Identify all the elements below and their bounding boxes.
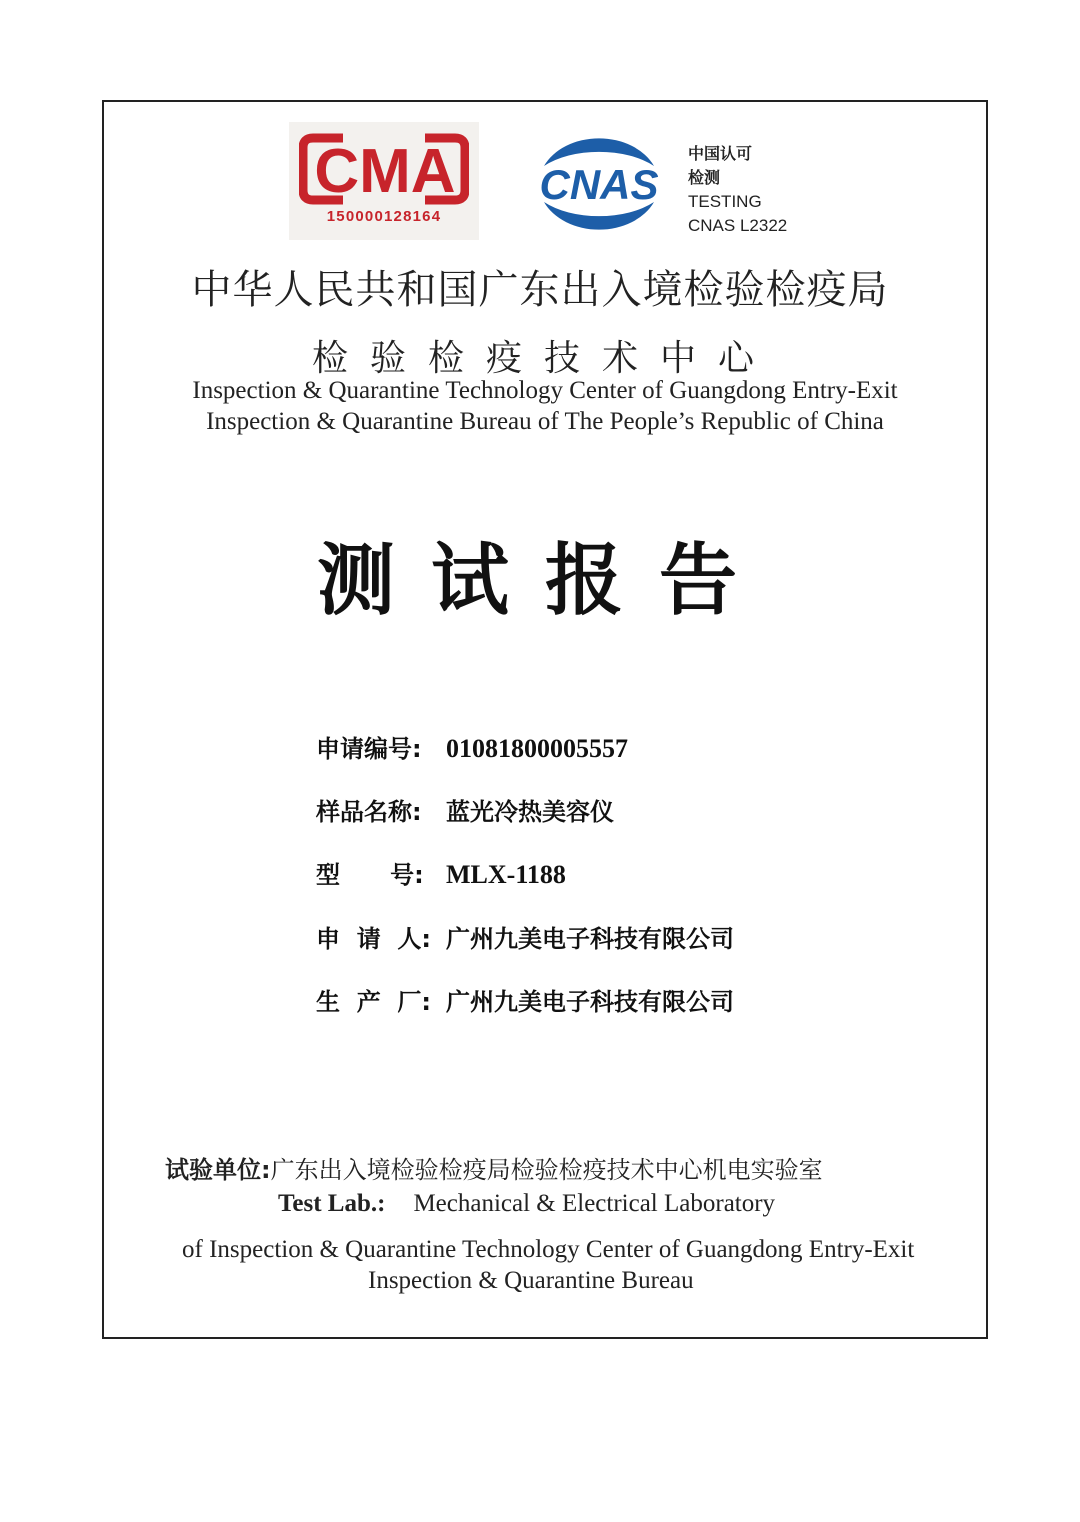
field-label: 申请编号: <box>316 735 422 763</box>
field-label: 申 请 人: <box>316 925 432 953</box>
org-name-en-line1: Inspection & Quarantine Technology Center of Guangdong Entry-Exit <box>192 377 898 404</box>
field-value: 01081800005557 <box>446 734 628 763</box>
cnas-line-3: TESTING <box>688 192 762 211</box>
field-application-no <box>316 729 628 769</box>
field-value: 蓝光冷热美容仪 <box>446 798 614 826</box>
test-lab-en-line2: of Inspection & Quarantine Technology Center of Guangdong Entry-Exit <box>182 1236 915 1263</box>
cnas-emblem-icon <box>528 132 670 236</box>
org-name-en-line2: Inspection & Quarantine Bureau of The People’s Republic of China <box>206 408 884 435</box>
test-lab-label-en: Test Lab.: <box>278 1190 386 1217</box>
cnas-line-2: 检测 <box>688 168 721 187</box>
test-lab-value-cn: 广东出入境检验检疫局检验检疫技术中心机电实验室 <box>270 1156 823 1184</box>
org-name-cn: 中华人民共和国广东出入境检验检疫局 <box>191 267 889 313</box>
field-label: 生 产 厂: <box>316 988 432 1016</box>
field-manufacturer <box>316 982 734 1022</box>
test-lab-cn <box>165 1150 823 1185</box>
cma-number: 150000128164 <box>326 208 442 225</box>
field-sample-name <box>316 792 614 832</box>
field-model <box>316 855 566 895</box>
cnas-line-4: CNAS L2322 <box>688 216 788 235</box>
test-lab-label-cn: 试验单位: <box>165 1156 271 1184</box>
cnas-accreditation-text <box>688 142 787 238</box>
cma-letters: CMA <box>314 137 456 206</box>
field-label: 型 号: <box>316 861 424 889</box>
cma-emblem-icon <box>299 132 469 206</box>
field-value: 广州九美电子科技有限公司 <box>446 988 734 1016</box>
test-lab-en-line1 <box>278 1190 775 1218</box>
center-name-cn: 检验检疫技术中心 <box>311 338 776 379</box>
field-value: MLX-1188 <box>446 860 566 889</box>
report-title: 测试报告 <box>316 536 773 626</box>
test-lab-value-en-1: Mechanical & Electrical Laboratory <box>413 1190 776 1217</box>
field-value: 广州九美电子科技有限公司 <box>446 925 734 953</box>
cnas-logo <box>528 132 670 240</box>
cnas-line-1: 中国认可 <box>688 144 753 163</box>
field-applicant <box>316 919 734 959</box>
field-label: 样品名称: <box>316 798 422 826</box>
cma-logo <box>289 122 479 240</box>
cnas-wordmark: CNAS <box>539 161 659 208</box>
test-lab-en-line3: Inspection & Quarantine Bureau <box>368 1267 694 1294</box>
